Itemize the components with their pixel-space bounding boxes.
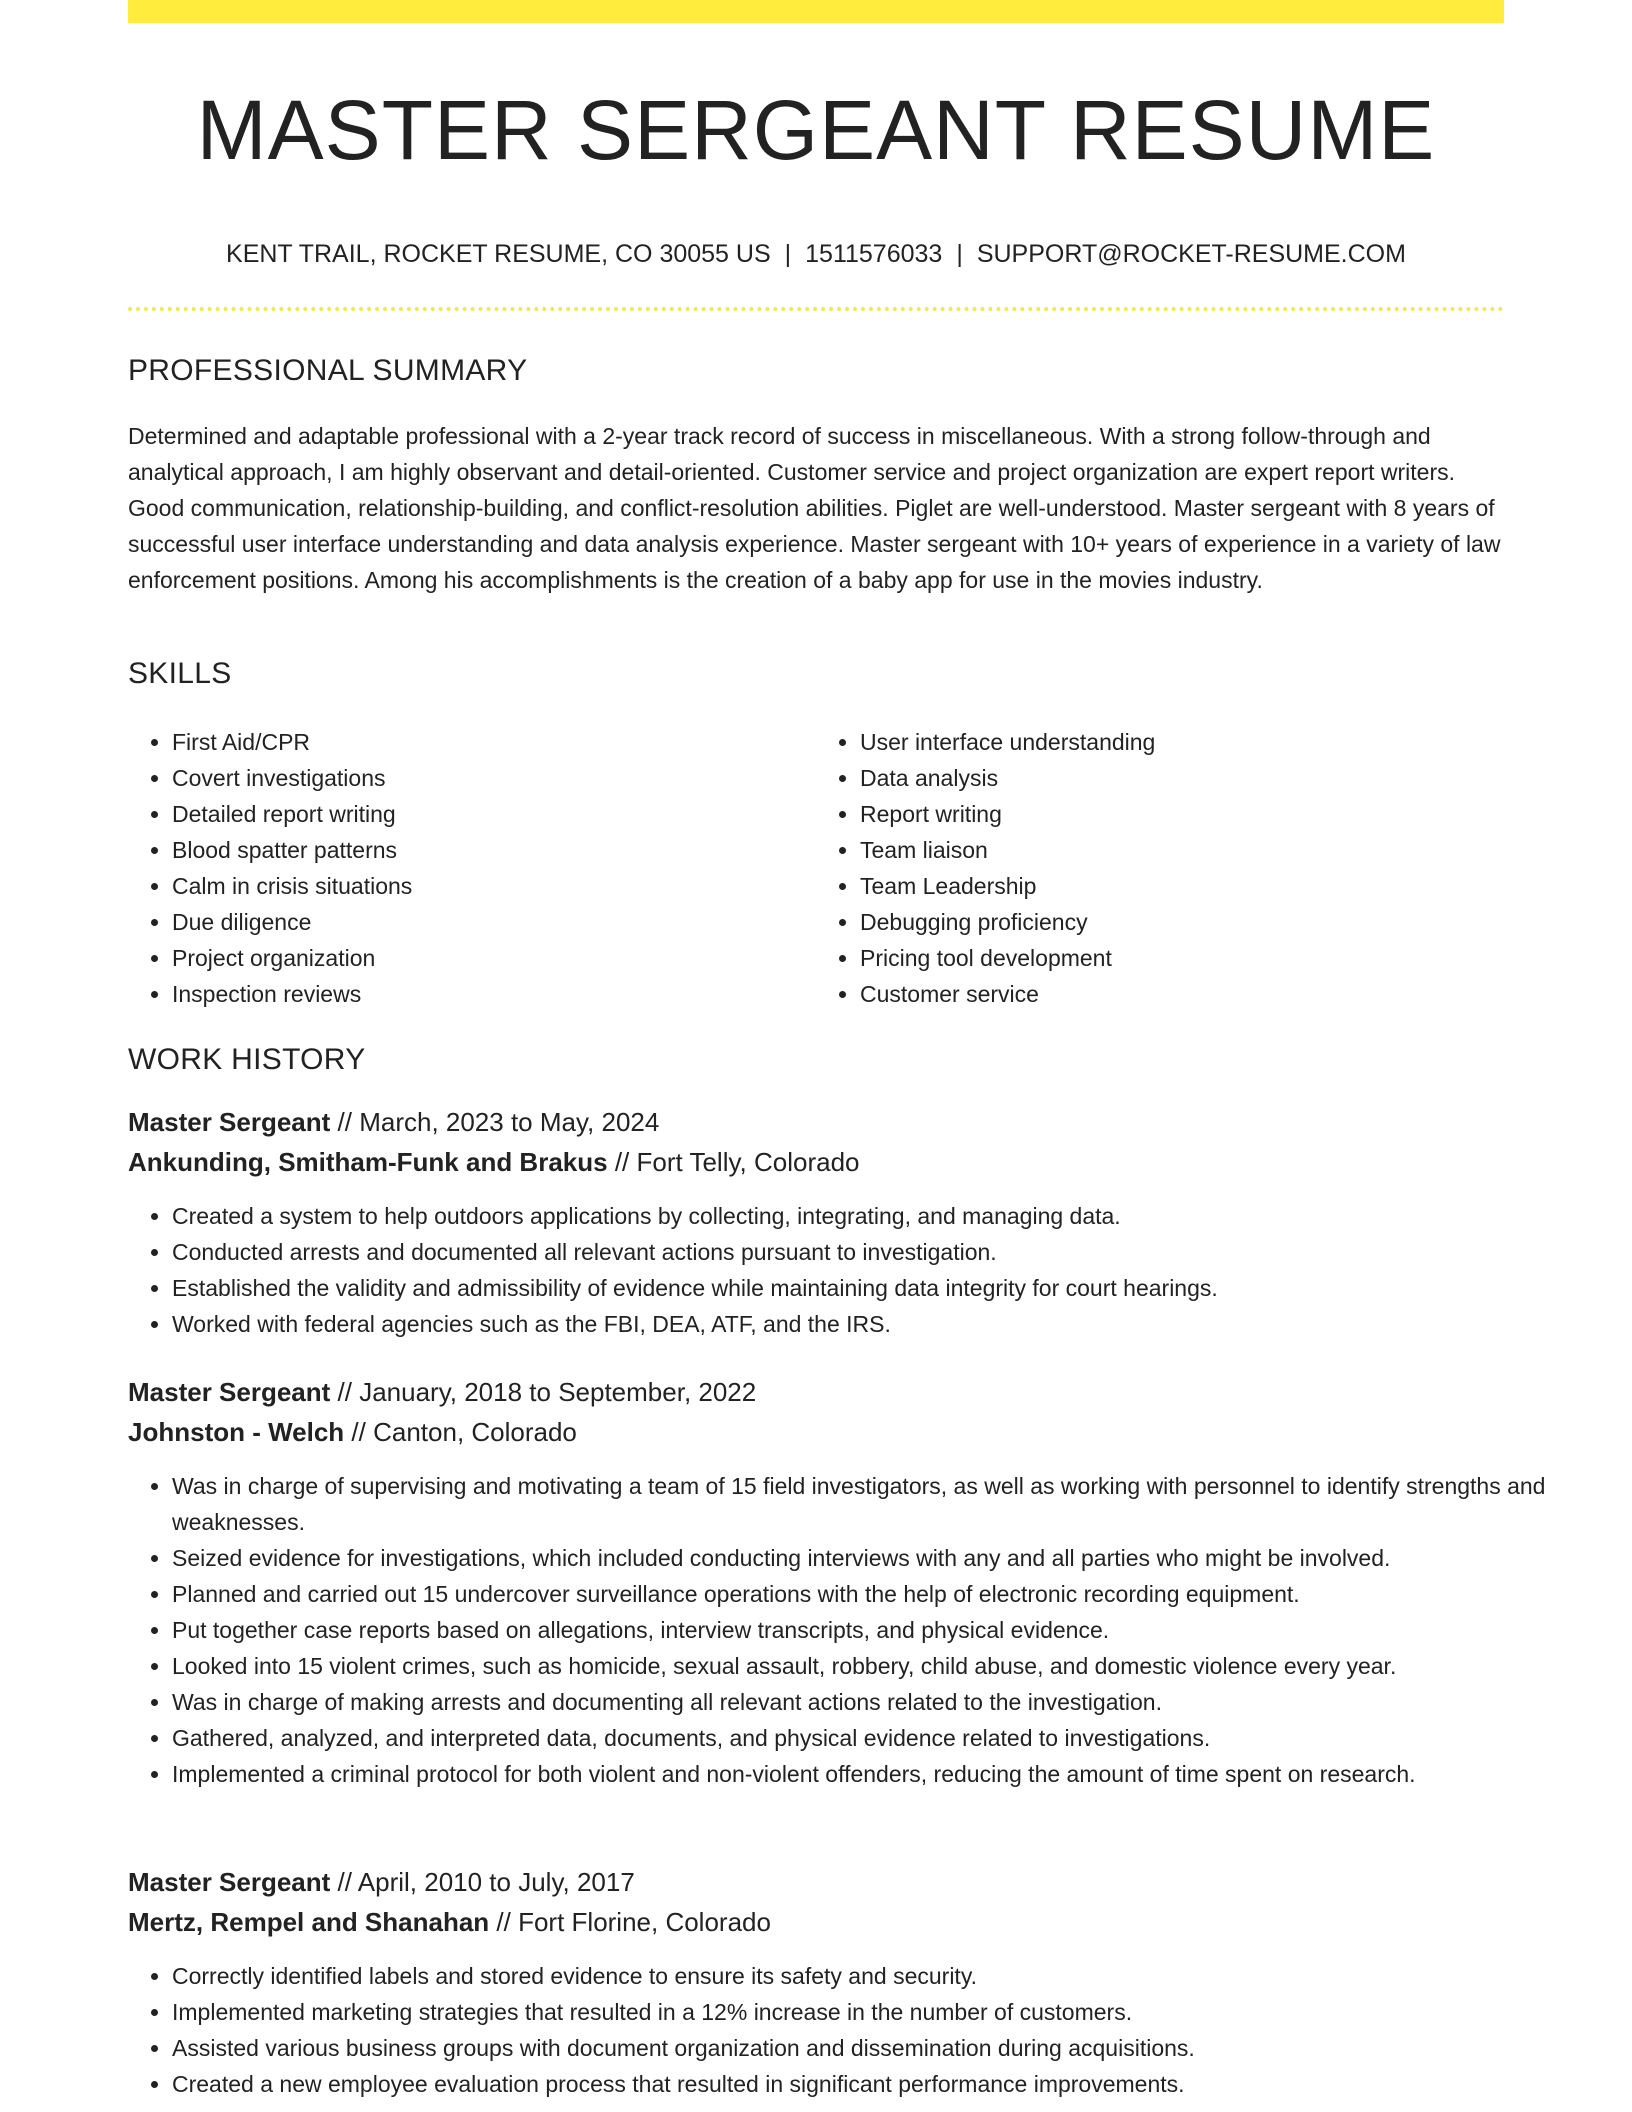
skill-item: • Team Leadership xyxy=(860,868,1504,904)
job-role: Master Sergeant xyxy=(128,1107,331,1137)
job-bullet: • Gathered, analyzed, and interpreted data, documents, and physical evidence related to investigations. xyxy=(172,1720,1548,1756)
job-bullet: • Seized evidence for investigations, which included conducting interviews with any and all parties who might be involved. xyxy=(172,1540,1548,1576)
job-title-line xyxy=(128,1103,659,1141)
skill-item: • Due diligence xyxy=(172,904,816,940)
job-bullet: • Was in charge of supervising and motivating a team of 15 field investigators, as well as working with personnel to identify strengths and weaknesses. xyxy=(172,1468,1548,1540)
job-bullet: • Created a system to help outdoors applications by collecting, integrating, and managing data. xyxy=(172,1198,1548,1234)
job-bullet: • Assisted various business groups with document organization and dissemination during acquisitions. xyxy=(172,2030,1548,2066)
job-bullet: • Created a new employee evaluation process that resulted in significant performance improvements. xyxy=(172,2066,1548,2102)
job-role: Master Sergeant xyxy=(128,1377,331,1407)
job-bullet: • Correctly identified labels and stored evidence to ensure its safety and security. xyxy=(172,1958,1548,1994)
skill-item: • Covert investigations xyxy=(172,760,816,796)
contact-address: KENT TRAIL, ROCKET RESUME, CO 30055 US xyxy=(226,240,771,268)
skill-item: • Blood spatter patterns xyxy=(172,832,816,868)
skills-heading: SKILLS xyxy=(128,657,232,690)
contact-phone: 1511576033 xyxy=(805,240,943,268)
contact-email: SUPPORT@ROCKET-RESUME.COM xyxy=(976,240,1406,268)
job-company: Mertz, Rempel and Shanahan xyxy=(128,1907,490,1937)
top-accent-bar xyxy=(128,0,1504,23)
job-location: // Canton, Colorado xyxy=(344,1417,577,1447)
skills-list-right xyxy=(816,724,1504,1012)
summary-text: Determined and adaptable professional with a 2-year track record of success in miscellaneous. With a strong follow-through and analytical approach, I am highly observant and detail-oriented. Customer service and project organization are expert report writers. Good communication, relationship-building, and conflict-resolution abilities. Piglet are well-understood. Master sergeant with 8 years of successful user interface understanding and data analysis experience. Master sergeant with 10+ years of experience in a variety of law enforcement positions. Among his accomplishments is the creation of a baby app for use in the movies industry. xyxy=(128,423,1501,593)
job-location: // Fort Florine, Colorado xyxy=(489,1907,771,1937)
job-bullet: • Looked into 15 violent crimes, such as homicide, sexual assault, robbery, child abuse, and domestic violence every year. xyxy=(172,1648,1548,1684)
skills-columns xyxy=(128,724,1504,1012)
job-location: // Fort Telly, Colorado xyxy=(607,1147,860,1177)
resume-title: MASTER SERGEANT RESUME xyxy=(196,83,1436,177)
dotted-divider xyxy=(128,307,1504,311)
skill-item: • Project organization xyxy=(172,940,816,976)
contact-separator: | xyxy=(956,240,963,268)
job-dates: // January, 2018 to September, 2022 xyxy=(330,1377,757,1407)
job-bullets xyxy=(128,1958,1548,2102)
skills-list-left xyxy=(128,724,816,1012)
job-company-line xyxy=(128,1413,577,1451)
skill-item: • Calm in crisis situations xyxy=(172,868,816,904)
contact-separator: | xyxy=(784,240,792,268)
skill-item: • Team liaison xyxy=(860,832,1504,868)
skill-item: • Data analysis xyxy=(860,760,1504,796)
contact-line xyxy=(128,236,1504,272)
job-bullets xyxy=(128,1468,1548,1792)
job-role: Master Sergeant xyxy=(128,1867,331,1897)
skill-item: • Detailed report writing xyxy=(172,796,816,832)
job-dates: // April, 2010 to July, 2017 xyxy=(330,1867,635,1897)
job-bullet: • Conducted arrests and documented all relevant actions pursuant to investigation. xyxy=(172,1234,1548,1270)
skill-item: • Pricing tool development xyxy=(860,940,1504,976)
job-bullet: • Implemented marketing strategies that resulted in a 12% increase in the number of customers. xyxy=(172,1994,1548,2030)
job-company: Johnston - Welch xyxy=(128,1417,345,1447)
job-company: Ankunding, Smitham-Funk and Brakus xyxy=(128,1147,608,1177)
skill-item: • First Aid/CPR xyxy=(172,724,816,760)
job-company-line xyxy=(128,1143,860,1181)
job-title-line xyxy=(128,1373,756,1411)
work-history-heading: WORK HISTORY xyxy=(128,1043,366,1076)
job-bullet: • Implemented a criminal protocol for both violent and non-violent offenders, reducing the amount of time spent on research. xyxy=(172,1756,1548,1792)
skill-item: • User interface understanding xyxy=(860,724,1504,760)
job-title-line xyxy=(128,1863,635,1901)
job-bullet: • Established the validity and admissibility of evidence while maintaining data integrity for court hearings. xyxy=(172,1270,1548,1306)
skill-item: • Customer service xyxy=(860,976,1504,1012)
skill-item: • Debugging proficiency xyxy=(860,904,1504,940)
job-bullet: • Worked with federal agencies such as the FBI, DEA, ATF, and the IRS. xyxy=(172,1306,1548,1342)
job-dates: // March, 2023 to May, 2024 xyxy=(330,1107,660,1137)
job-bullets xyxy=(128,1198,1548,1342)
skill-item: • Inspection reviews xyxy=(172,976,816,1012)
job-bullet: • Was in charge of making arrests and documenting all relevant actions related to the investigation. xyxy=(172,1684,1548,1720)
job-company-line xyxy=(128,1903,771,1941)
job-bullet: • Put together case reports based on allegations, interview transcripts, and physical evidence. xyxy=(172,1612,1548,1648)
job-bullet: • Planned and carried out 15 undercover surveillance operations with the help of electronic recording equipment. xyxy=(172,1576,1548,1612)
summary-heading: PROFESSIONAL SUMMARY xyxy=(128,354,528,387)
skill-item: • Report writing xyxy=(860,796,1504,832)
